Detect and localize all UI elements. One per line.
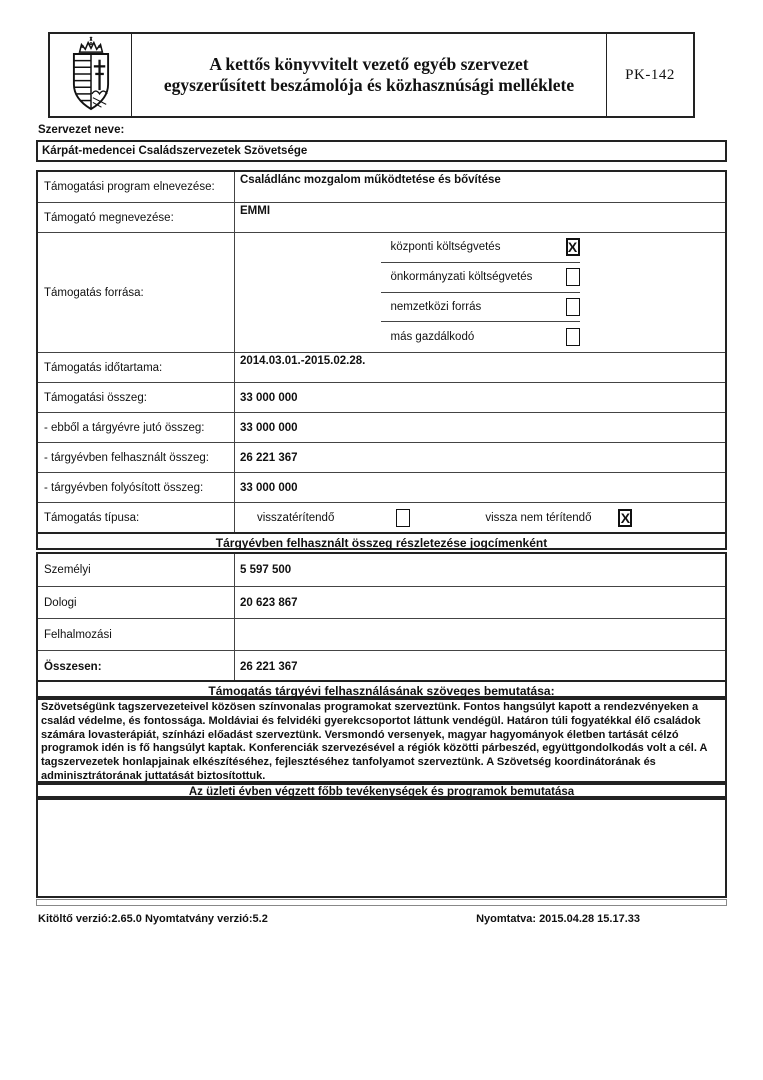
material-value: 20 623 867 xyxy=(240,596,298,609)
table-row xyxy=(38,412,725,442)
source-option-label: más gazdálkodó xyxy=(390,331,475,344)
type-options xyxy=(235,503,725,532)
sponsor-value: EMMI xyxy=(240,205,271,217)
form-code: PK-142 xyxy=(625,66,675,83)
checkbox-vissza-nem-teritendo: X xyxy=(618,509,632,527)
type-option-label: visszatérítendő xyxy=(257,511,335,524)
activities-text xyxy=(36,798,727,898)
breakdown-section-header: Tárgyévben felhasznált összeg részletezése jogcímenként xyxy=(36,532,727,550)
paid-amount-label: - tárgyévben folyósított összeg: xyxy=(38,473,235,502)
duration-label: Támogatás időtartama: xyxy=(38,353,235,382)
program-label: Támogatási program elnevezése: xyxy=(38,172,235,202)
checkbox-onkormanyzati-koltsegvetes xyxy=(566,268,580,286)
table-row xyxy=(38,172,725,202)
source-option-mas-gazdalkodo xyxy=(381,322,580,352)
type-option-label: vissza nem térítendő xyxy=(485,511,592,524)
footer-printed: Nyomtatva: 2015.04.28 15.17.33 xyxy=(476,913,640,925)
personnel-value: 5 597 500 xyxy=(240,564,292,576)
amount-label: Támogatási összeg: xyxy=(38,383,235,412)
source-options xyxy=(235,233,725,352)
hungary-coat-of-arms-icon xyxy=(62,35,120,116)
logo-cell xyxy=(50,34,132,116)
table-row xyxy=(38,650,725,682)
source-option-kozponti xyxy=(381,233,580,263)
table-row xyxy=(38,202,725,232)
sponsor-label: Támogató megnevezése: xyxy=(38,203,235,232)
total-label: Összesen: xyxy=(38,651,235,682)
form-title-line1: A kettős könyvvitelt vezető egyéb szervezet xyxy=(209,54,529,74)
footer xyxy=(38,913,725,925)
year-amount-value: 33 000 000 xyxy=(240,421,298,434)
checkbox-mas-gazdalkodo xyxy=(566,328,580,346)
source-option-label: nemzetközi forrás xyxy=(390,300,482,313)
form-title xyxy=(132,34,607,116)
accumulation-value xyxy=(235,619,725,650)
table-row xyxy=(38,442,725,472)
checkbox-nemzetkozi-forras xyxy=(566,298,580,316)
used-amount-value: 26 221 367 xyxy=(240,451,298,464)
type-label: Támogatás típusa: xyxy=(38,503,235,532)
source-option-onkormanyzati xyxy=(381,263,580,293)
usage-text: Szövetségünk tagszervezeteivel közösen színvonalas programokat szerveztünk. Fontos hangsúlyt kapott a rendezvényeken a család védelme, és fontossága. Moldáviai és felvidéki gyerekcsoportot láttunk vendégül. Határon túli fogyatékkal élő családok számára lovasterápiát, színházi előadást szerveztünk. Versmondó versenyek, magyar hagyományok életben tartását célzó programok idén is fő hangsúlyt kaptak. Konferenciák szervezésével a régiók közötti párbeszéd, együttgondolkodás volt a cél. A tagszervezetek honlapjainak elkészítéséhez, fejlesztéséhez tanfolyamot szerveztünk. A Szövetség koordinátorának és adminisztrátorának juttatását biztosítottuk. xyxy=(36,698,727,783)
table-row xyxy=(38,502,725,532)
year-amount-label: - ebből a tárgyévre jutó összeg: xyxy=(38,413,235,442)
table-row xyxy=(38,232,725,352)
org-name-field: Kárpát-medencei Családszervezetek Szövetsége xyxy=(36,140,727,162)
used-amount-label: - tárgyévben felhasznált összeg: xyxy=(38,443,235,472)
table-row xyxy=(38,352,725,382)
paid-amount-value: 33 000 000 xyxy=(240,481,298,494)
accumulation-label: Felhalmozási xyxy=(38,619,235,650)
source-option-nemzetkozi xyxy=(381,293,580,323)
usage-section-header: Támogatás tárgyévi felhasználásának szöveges bemutatása: xyxy=(36,680,727,698)
amount-value: 33 000 000 xyxy=(240,391,298,404)
activities-section-header: Az üzleti évben végzett főbb tevékenységek és programok bemutatása xyxy=(36,783,727,798)
material-label: Dologi xyxy=(38,587,235,618)
checkbox-visszateritendo xyxy=(396,509,410,527)
personnel-label: Személyi xyxy=(38,554,235,586)
org-name-label: Szervezet neve: xyxy=(38,124,125,136)
source-option-label: központi költségvetés xyxy=(390,241,501,254)
program-value: Családlánc mozgalom működtetése és bővítése xyxy=(240,174,501,186)
form-title-line2: egyszerűsített beszámolója és közhasznúsági melléklete xyxy=(163,75,575,95)
table-row xyxy=(38,554,725,586)
source-option-label: önkormányzati költségvetés xyxy=(390,271,533,284)
checkbox-kozponti-koltsegvetes: X xyxy=(566,238,580,256)
table-row xyxy=(38,618,725,650)
table-row xyxy=(38,586,725,618)
bottom-strip xyxy=(36,899,727,906)
total-value: 26 221 367 xyxy=(240,660,298,673)
table-row xyxy=(38,472,725,502)
footer-version: Kitöltő verzió:2.65.0 Nyomtatvány verzió:5.2 xyxy=(38,913,268,925)
source-label: Támogatás forrása: xyxy=(38,233,235,352)
table-row xyxy=(38,382,725,412)
form-header xyxy=(48,32,695,118)
support-table xyxy=(36,170,727,534)
duration-value: 2014.03.01.-2015.02.28. xyxy=(240,355,366,367)
breakdown-table xyxy=(36,552,727,684)
